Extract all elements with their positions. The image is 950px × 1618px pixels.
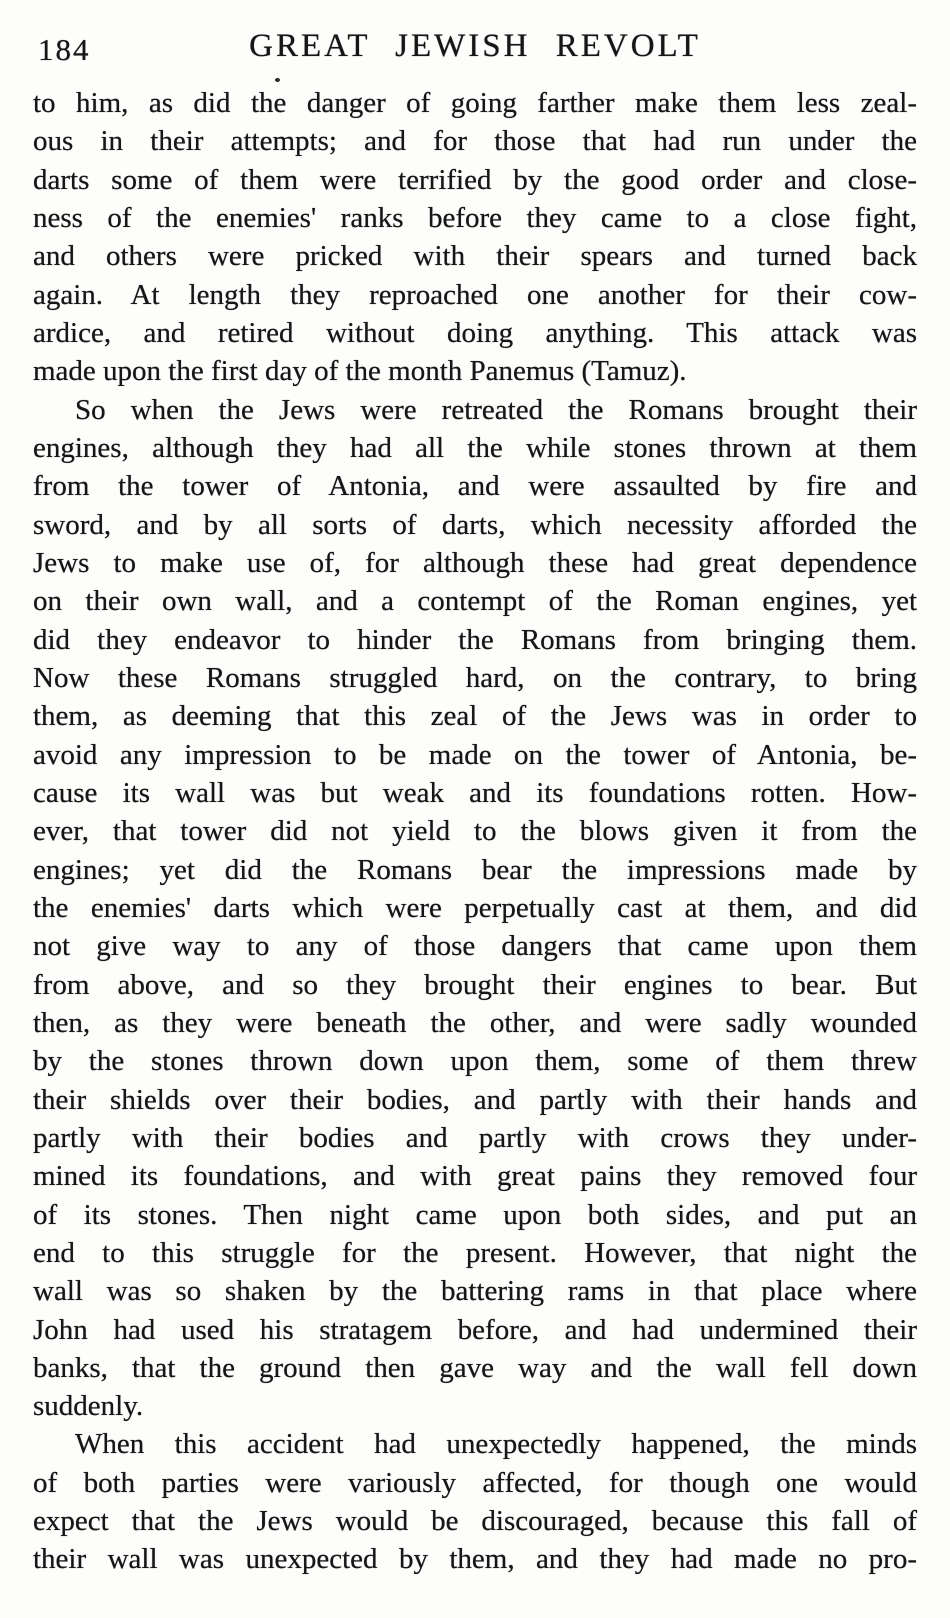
text-line: the enemies' darts which were perpetually cast at them, and did xyxy=(33,891,917,924)
text-line: avoid any impression to be made on the tower of Antonia, be- xyxy=(33,738,917,771)
text-line: then, as they were beneath the other, and were sadly wounded xyxy=(33,1006,917,1039)
text-line: ous in their attempts; and for those that had run under the xyxy=(33,125,917,158)
text-line: mined its foundations, and with great pains they removed four xyxy=(33,1160,917,1193)
text-line: from above, and so they brought their engines to bear. But xyxy=(33,968,917,1001)
text-line: of both parties were variously affected, for though one would xyxy=(33,1466,917,1499)
text-line: again. At length they reproached one another for their cow- xyxy=(33,278,917,311)
page-text xyxy=(33,84,917,1579)
text-line: John had used his stratagem before, and had undermined their xyxy=(33,1313,917,1346)
running-head-title: GREAT JEWISH REVOLT xyxy=(249,28,701,64)
text-line: by the stones thrown down upon them, some of them threw xyxy=(33,1045,917,1078)
text-line: engines; yet did the Romans bear the impressions made by xyxy=(33,853,917,886)
text-line: from the tower of Antonia, and were assaulted by fire and xyxy=(33,470,917,503)
page-number: 184 xyxy=(38,32,91,67)
text-line: on their own wall, and a contempt of the Roman engines, yet xyxy=(33,585,917,618)
text-line: them, as deeming that this zeal of the Jews was in order to xyxy=(33,700,917,733)
text-line: their wall was unexpected by them, and they had made no pro- xyxy=(33,1543,917,1576)
scan-artifact-dot xyxy=(275,78,280,82)
text-line: not give way to any of those dangers that came upon them xyxy=(33,930,917,963)
text-line: made upon the first day of the month Panemus (Tamuz). xyxy=(33,355,687,388)
text-line: end to this struggle for the present. However, that night the xyxy=(33,1236,917,1269)
text-line: darts some of them were terrified by the good order and close- xyxy=(33,163,917,196)
text-line: to him, as did the danger of going farther make them less zeal- xyxy=(33,87,917,119)
text-line: of its stones. Then night came upon both sides, and put an xyxy=(33,1198,917,1231)
text-line: So when the Jews were retreated the Romans brought their xyxy=(75,393,917,426)
text-line: wall was so shaken by the battering rams in that place where xyxy=(33,1275,917,1308)
page-header xyxy=(0,28,950,68)
text-line: and others were pricked with their spears and turned back xyxy=(33,240,917,273)
text-line: cause its wall was but weak and its foundations rotten. How- xyxy=(33,776,917,809)
text-line: suddenly. xyxy=(33,1390,144,1423)
text-line: partly with their bodies and partly with crows they under- xyxy=(33,1121,917,1154)
text-line: Jews to make use of, for although these had great dependence xyxy=(33,546,917,579)
text-line: When this accident had unexpectedly happened, the minds xyxy=(75,1428,917,1461)
text-line: ness of the enemies' ranks before they came to a close fight, xyxy=(33,201,917,234)
text-line: did they endeavor to hinder the Romans from bringing them. xyxy=(33,623,917,656)
text-line: ever, that tower did not yield to the blows given it from the xyxy=(33,815,917,848)
text-line: banks, that the ground then gave way and the wall fell down xyxy=(33,1351,917,1384)
text-line: engines, although they had all the while stones thrown at them xyxy=(33,431,917,464)
text-line: their shields over their bodies, and partly with their hands and xyxy=(33,1083,917,1116)
text-line: sword, and by all sorts of darts, which necessity afforded the xyxy=(33,508,917,541)
text-line: expect that the Jews would be discouraged, because this fall of xyxy=(33,1505,917,1538)
text-line: ardice, and retired without doing anything. This attack was xyxy=(33,316,917,349)
text-line: Now these Romans struggled hard, on the contrary, to bring xyxy=(33,661,917,694)
